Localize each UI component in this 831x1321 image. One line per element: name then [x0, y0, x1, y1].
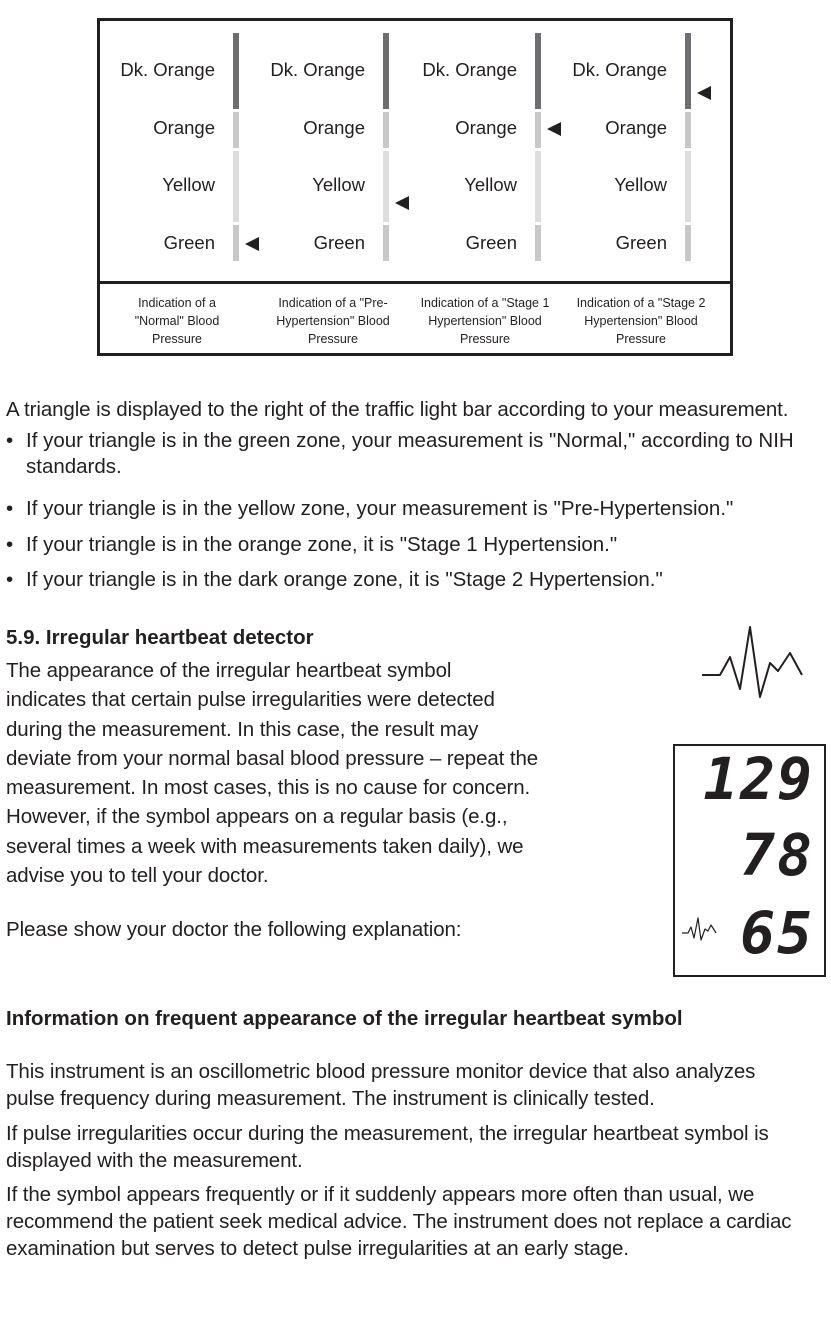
zone-triangle-icon [395, 196, 409, 210]
zone-label: Dk. Orange [120, 59, 215, 80]
info-paragraph-1: This instrument is an oscillometric blood pressure monitor device that also analyzes pulse frequency during measurement. The instrument is clinically tested. [6, 1060, 756, 1110]
bullet-item: • If your triangle is in the yellow zone, your measurement is "Pre-Hypertension." [6, 497, 734, 520]
bp-indicator-table [97, 18, 733, 356]
irregular-heartbeat-small-icon [681, 916, 717, 942]
doctor-line: Please show your doctor the following explanation: [6, 918, 462, 941]
section-heading: 5.9. Irregular heartbeat detector [6, 626, 314, 649]
traffic-light-segment [383, 33, 389, 109]
info-paragraph-3: If the symbol appears frequently or if it suddenly appears more often than usual, we recommend the patient seek medical advice. The instrument does not replace a cardiac examination but serves to detect pulse irregularities at an early stage. [6, 1183, 792, 1260]
caption-normal: Indication of a "Normal" Blood Pressure [134, 296, 220, 346]
zone-triangle-icon [697, 86, 711, 100]
zone-label: Orange [455, 117, 517, 138]
traffic-light-segment [685, 33, 691, 109]
traffic-light-segment [383, 112, 389, 148]
bullet-dot-icon: • [6, 533, 14, 556]
zone-label: Dk. Orange [270, 59, 365, 80]
zone-label: Dk. Orange [572, 59, 667, 80]
traffic-light-segment [535, 151, 541, 222]
table-divider [100, 281, 730, 284]
bullet-dot-icon: • [6, 497, 14, 520]
section-paragraph: The appearance of the irregular heartbeat symbol indicates that certain pulse irregularities were detected during the measurement. In this case, the result may deviate from your normal basal blood pressure – repeat the measurement. In most cases, this is no cause for concern. However, if the symbol appears on a regular basis (e.g., several times a week with measurements taken daily), we advise you to tell your doctor. [6, 659, 539, 888]
bullet-dot-icon: • [6, 568, 14, 591]
zone-label: Orange [153, 117, 215, 138]
traffic-light-segment [535, 33, 541, 109]
info-heading: Information on frequent appearance of the irregular heartbeat symbol [6, 1007, 683, 1030]
monitor-display [673, 744, 826, 977]
traffic-light-segment [233, 151, 239, 222]
traffic-light-segment [685, 225, 691, 261]
diastolic-reading: 78 [740, 821, 814, 889]
zone-label: Yellow [464, 174, 517, 195]
traffic-light-segment [685, 151, 691, 222]
zone-label: Dk. Orange [422, 59, 517, 80]
traffic-light-segment [233, 225, 239, 261]
traffic-light-segment [685, 112, 691, 148]
zone-label: Green [313, 232, 365, 253]
traffic-light-segment [535, 112, 541, 148]
traffic-light-segment [233, 33, 239, 109]
bullet-item: • If your triangle is in the orange zone, it is "Stage 1 Hypertension." [6, 533, 618, 556]
zone-label: Green [465, 232, 517, 253]
caption-stage2: Indication of a "Stage 2 Hypertension" Blood Pressure [576, 296, 706, 346]
bullet-item: • If your triangle is in the dark orange zone, it is "Stage 2 Hypertension." [6, 568, 663, 591]
zone-triangle-icon [245, 237, 259, 251]
traffic-light-segment [535, 225, 541, 261]
zone-label: Yellow [614, 174, 667, 195]
zone-label: Green [615, 232, 667, 253]
intro-text: A triangle is displayed to the right of the traffic light bar according to your measurement. [6, 398, 789, 421]
zone-label: Yellow [162, 174, 215, 195]
bullet-item: • If your triangle is in the green zone, your measurement is "Normal," according to NIH standards. [6, 429, 794, 478]
caption-stage1: Indication of a "Stage 1 Hypertension" Blood Pressure [420, 296, 550, 346]
irregular-heartbeat-icon [700, 625, 805, 703]
zone-label: Orange [605, 117, 667, 138]
systolic-reading: 129 [703, 745, 814, 813]
zone-label: Orange [303, 117, 365, 138]
zone-triangle-icon [547, 122, 561, 136]
zone-label: Yellow [312, 174, 365, 195]
zone-label: Green [163, 232, 215, 253]
info-paragraph-2: If pulse irregularities occur during the measurement, the irregular heartbeat symbol is displayed with the measurement. [6, 1122, 769, 1172]
traffic-light-segment [383, 151, 389, 222]
traffic-light-segment [233, 112, 239, 148]
bullet-dot-icon: • [6, 429, 14, 452]
pulse-reading: 65 [740, 899, 814, 967]
traffic-light-segment [383, 225, 389, 261]
caption-pre-hypertension: Indication of a "Pre- Hypertension" Blood Pressure [276, 296, 390, 346]
